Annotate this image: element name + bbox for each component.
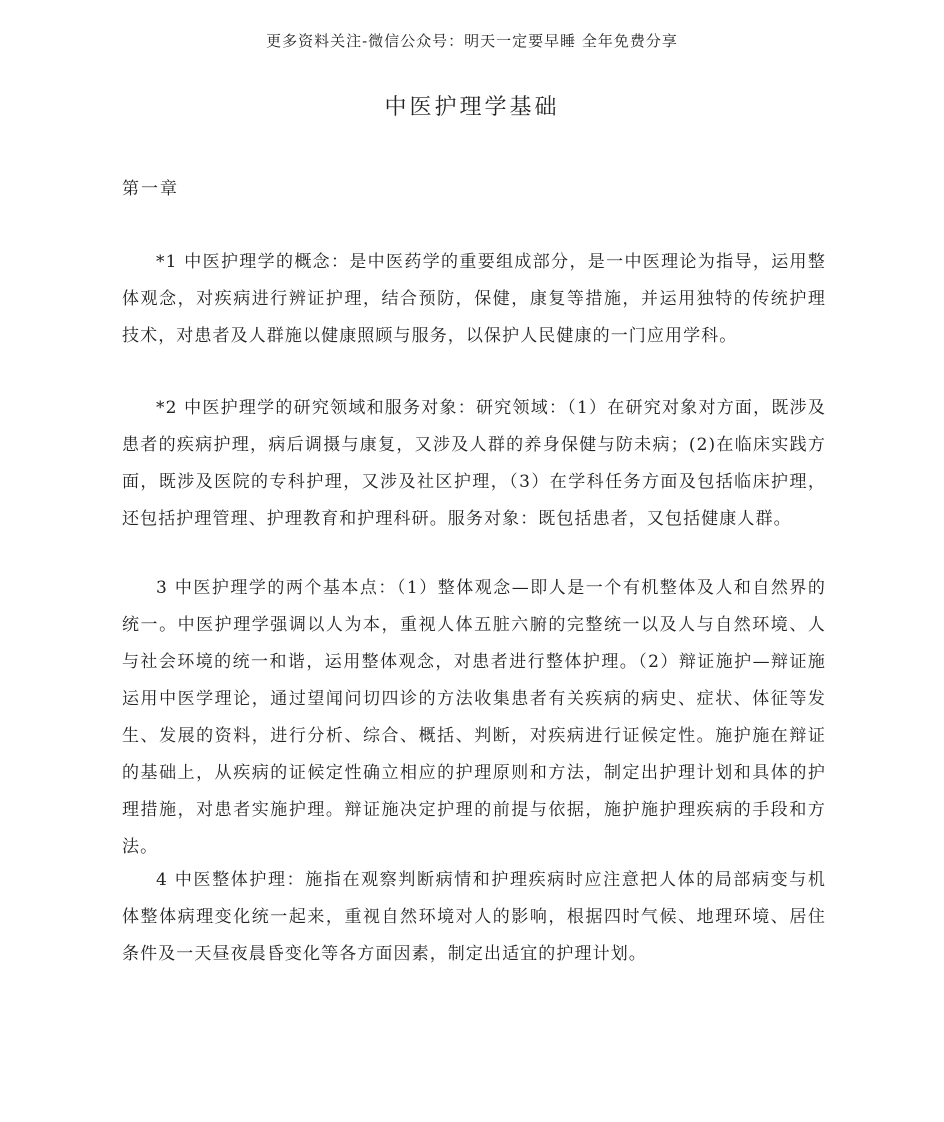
- document-title: 中医护理学基础: [384, 95, 560, 120]
- chapter-heading: 第一章: [122, 179, 179, 199]
- paragraph-concept: *1 中医护理学的概念：是中医药学的重要组成部分，是一中医理论为指导，运用整体观念，对疾病进行辨证护理，结合预防，保健，康复等措施，并运用独特的传统护理技术，对患者及人群施以健康照顾与服务，以保护人民健康的一门应用学科。: [122, 252, 826, 346]
- paragraph-research-fields: *2 中医护理学的研究领域和服务对象：研究领域：（1）在研究对象对方面，既涉及患者的疾病护理，病后调摄与康复，又涉及人群的养身保健与防未病；(2)在临床实践方面，既涉及医院的专科护理，又涉及社区护理，（3）在学科任务方面及包括临床护理，还包括护理管理、护理教育和护理科研。服务对象：既包括患者，又包括健康人群。: [122, 398, 826, 529]
- header-note: 更多资料关注-微信公众号：明天一定要早睡 全年免费分享: [266, 32, 678, 50]
- paragraph-holistic-care: 4 中医整体护理：施指在观察判断病情和护理疾病时应注意把人体的局部病变与机体整体病理变化统一起来，重视自然环境对人的影响，根据四时气候、地理环境、居住条件及一天昼夜晨昏变化等各方面因素，制定出适宜的护理计划。: [122, 870, 826, 964]
- paragraph-basic-points: 3 中医护理学的两个基本点：（1）整体观念—即人是一个有机整体及人和自然界的统一。中医护理学强调以人为本，重视人体五脏六腑的完整统一以及人与自然环境、人与社会环境的统一和谐，运用整体观念，对患者进行整体护理。（2）辩证施护—辩证施运用中医学理论，通过望闻问切四诊的方法收集患者有关疾病的病史、症状、体征等发生、发展的资料，进行分析、综合、概括、判断，对疾病进行证候定性。施护施在辩证的基础上，从疾病的证候定性确立相应的护理原则和方法，制定出护理计划和具体的护理措施，对患者实施护理。辩证施决定护理的前提与依据，施护施护理疾病的手段和方法。: [122, 578, 826, 857]
